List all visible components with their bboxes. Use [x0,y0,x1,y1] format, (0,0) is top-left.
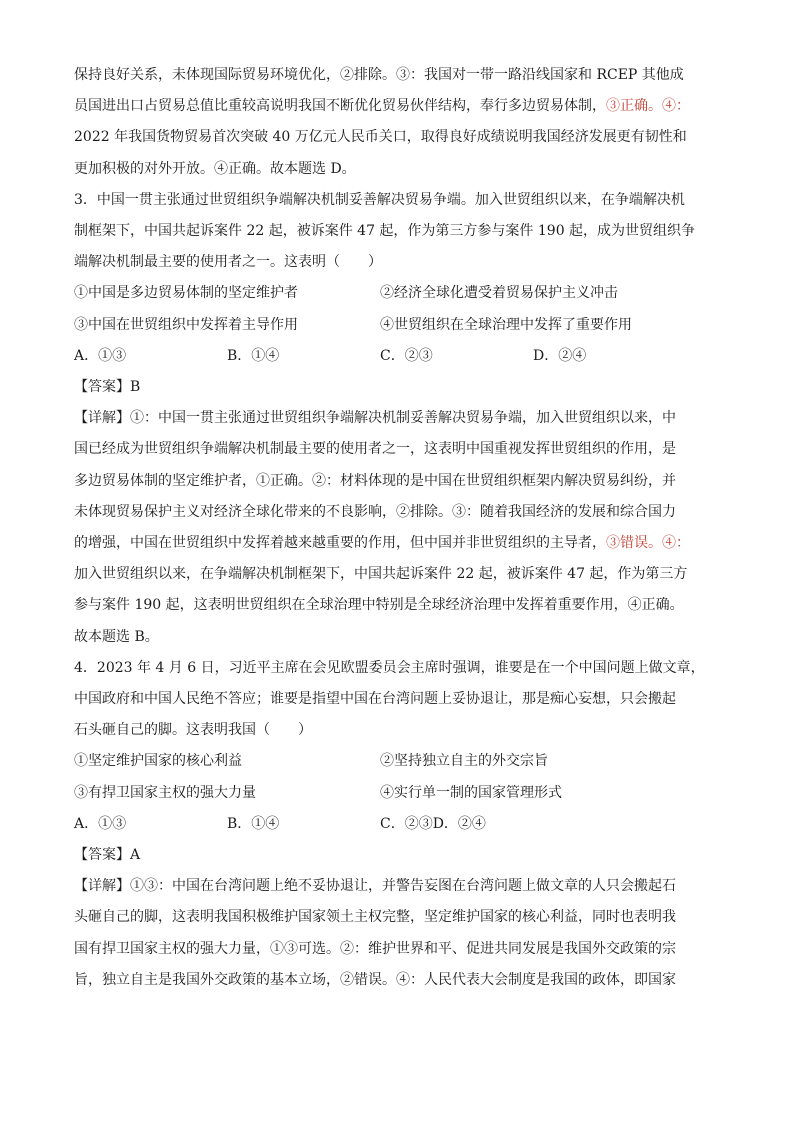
highlight-wrong: ③错误。④： [606,535,690,551]
explanation-line: 未体现贸易保护主义对经济全球化带来的不良影响，②排除。③：随着我国经济的发展和综合国力 [74,503,676,520]
continued-explanation [74,60,690,185]
question-stem-line: 端解决机制最主要的使用者之一。这表明（ ） [74,254,382,271]
text-line [74,91,690,122]
choice-d: D．②④ [533,347,587,364]
statement-2: ②经济全球化遭受着贸易保护主义冲击 [380,285,618,302]
answer-label: 【答案】B [74,378,141,395]
statement-row [74,746,676,777]
statement-row [74,310,676,341]
text-line: 更加积极的对外开放。④正确。故本题选 D。 [74,160,356,177]
statement-2: ②坚持独立自主的外交宗旨 [380,753,548,770]
answer-label: 【答案】A [74,846,141,863]
statement-1: ①中国是多边贸易体制的坚定维护者 [74,285,298,302]
question-stem-line: 石头砸自己的脚。这表明我国（ ） [74,722,312,739]
explanation-line: 国有捍卫国家主权的强大力量，①③可选。②：维护世界和平、促进共同发展是我国外交政策的宗 [74,940,676,957]
question-3 [74,185,696,653]
explanation-line: 旨，独立自主是我国外交政策的基本立场，②错误。④：人民代表大会制度是我国的政体，即国家 [74,971,676,988]
choice-c: C．②③ [380,347,433,364]
statement-4: ④世贸组织在全球治理中发挥了重要作用 [380,316,632,333]
explanation-line: 国已经成为世贸组织争端解决机制最主要的使用者之一，这表明中国重视发挥世贸组织的作用，是 [74,441,676,458]
text-segment: 的增强，中国在世贸组织中发挥着越来越重要的作用，但中国并非世贸组织的主导者， [74,535,606,551]
text-line: 保持良好关系，未体现国际贸易环境优化，②排除。③：我国对一带一路沿线国家和 RCEP 其他成 [74,67,684,83]
explanation-line: 【详解】①：中国一贯主张通过世贸组织争端解决机制妥善解决贸易争端，加入世贸组织以来，中 [74,410,676,427]
question-stem-line: 制框架下，中国共起诉案件 22 起，被诉案件 47 起，作为第三方参与案件 190 起，成为世贸组织争 [74,223,696,240]
explanation-line: 【详解】①③：中国在台湾问题上绝不妥协退让，并警告妄图在台湾问题上做文章的人只会搬起石 [74,878,676,895]
question-4 [74,653,705,996]
text-line: 2022 年我国货物贸易首次突破 40 万亿元人民币关口，取得良好成绩说明我国经济发展更有韧性和 [74,129,687,146]
choice-row [74,809,676,840]
highlight-correct: ③正确。④： [606,98,690,115]
statement-row [74,778,676,809]
explanation-line: 参与案件 190 起，这表明世贸组织在全球治理中特别是全球经济治理中发挥着重要作用，④正确。 [74,597,684,614]
choice-a: A．①③ [74,815,127,832]
statement-1: ①坚定维护国家的核心利益 [74,753,242,770]
question-stem-line: 4．2023 年 4 月 6 日，习近平主席在会见欧盟委员会主席时强调，谁要是在一个中国问题上做文章， [74,659,705,676]
explanation-line [74,528,690,559]
choice-cd: C．②③D．②④ [380,815,486,832]
choice-b: B．①④ [227,815,280,832]
explanation-line: 多边贸易体制的坚定维护者，①正确。②：材料体现的是中国在世贸组织框架内解决贸易纠纷，并 [74,472,676,489]
text-segment: 员国进出口占贸易总值比重较高说明我国不断优化贸易伙伴结构，奉行多边贸易体制， [74,98,606,115]
statement-row [74,278,676,309]
statement-3: ③中国在世贸组织中发挥着主导作用 [74,316,298,333]
choice-a: A．①③ [74,347,127,364]
explanation-line: 头砸自己的脚，这表明我国积极维护国家领土主权完整，坚定维护国家的核心利益，同时也表明我 [74,909,676,926]
choice-row [74,341,676,372]
statement-4: ④实行单一制的国家管理形式 [380,784,562,801]
document-content [74,60,705,996]
explanation-line: 故本题选 B。 [74,628,159,645]
statement-3: ③有捍卫国家主权的强大力量 [74,784,256,801]
question-stem-line: 3．中国一贯主张通过世贸组织争端解决机制妥善解决贸易争端。加入世贸组织以来，在争端解决机 [74,191,685,208]
choice-b: B．①④ [227,347,280,364]
explanation-line: 加入世贸组织以来，在争端解决机制框架下，中国共起诉案件 22 起，被诉案件 47 起，作为第三方 [74,566,688,583]
question-stem-line: 中国政府和中国人民绝不答应；谁要是指望中国在台湾问题上妥协退让，那是痴心妄想，只会搬起 [74,691,676,708]
